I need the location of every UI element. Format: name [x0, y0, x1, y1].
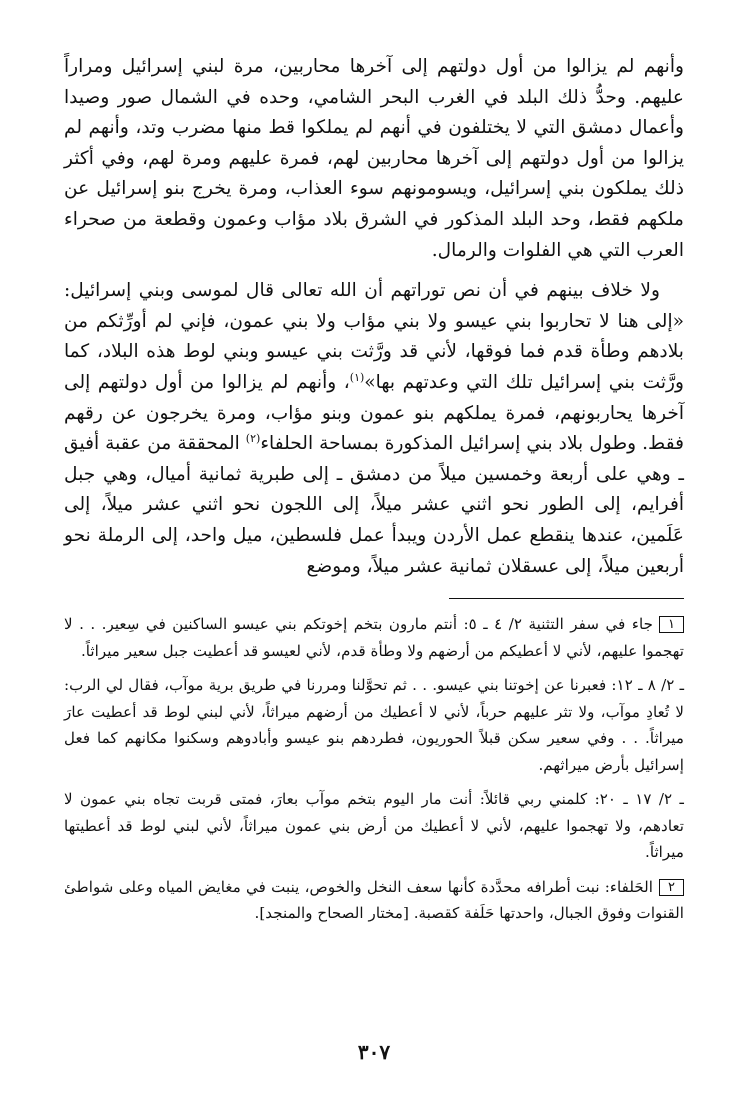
- footnote-1-text-1: جاء في سفر التثنية ٢/ ٤ ـ ٥: أنتم مارون بتخم إخوتكم بني عيسو الساكنين في سِعير. . . لا تهجموا عليهم، لأني لا أعطيكم من أرضهم ولا وطأة قدم، لأني لعيسو قد أعطيت جبل سعير ميراثاً.: [64, 615, 684, 660]
- footnote-ref-2[interactable]: (٢): [245, 431, 261, 445]
- footnote-2-para-1: [64, 874, 684, 927]
- paragraph-2-part-3: المحققة من عقبة أفيق ـ وهي على أربعة وخمسين ميلاً من دمشق ـ إلى طبرية ثمانية أميال، وهي جبل أفرايم، إلى الطور نحو اثني عشر ميلاً، إلى اللجون نحو اثني عشر ميلاً، إلى عَلَمين، عندها ينقطع عمل الأردن ويبدأ عمل فلسطين، ميل واحد، إلى الرملة نحو أربعين ميلاً، إلى عسقلان ثمانية عشر ميلاً، وموضع: [64, 433, 684, 577]
- paragraph-2: [64, 276, 684, 582]
- main-text: [64, 52, 684, 582]
- footnote-1-para-2: ـ ٢/ ٨ ـ ١٢: فعبرنا عن إخوتنا بني عيسو. . . ثم تحوَّلنا ومررنا في طريق برية موآب، فقال لي الرب: لا تُعادِ موآب، ولا تثر عليهم حرباً، لأني لا أعطيك من أرضهم ميراثاً، لأني لبني لوط قد أعطيت عارَ ميراثاً. . . وفي سعير سكن قبلاً الحوريون، فطردهم بنو عيسو وأبادوهم وسكنوا مكانهم كما فعل إسرائيل بأرض ميراثهم.: [64, 676, 685, 774]
- footnote-1-para-1: [64, 611, 684, 664]
- paragraph-1: وأنهم لم يزالوا من أول دولتهم إلى آخرها محاربين، مرة لبني إسرائيل ومراراً عليهم. وحدُّ ذلك البلد في الغرب البحر الشامي، وحده في الشمال صور وصيدا وأعمال دمشق التي لا يختلفون في أنهم لم يملكوا قط منها مضرب وتد، وأنهم لم يزالوا من أول دولتهم إلى آخرها محاربين لهم، فمرة عليهم ومرة لهم، وفي أكثر ذلك يملكون بني إسرائيل، ويسومونهم سوء العذاب، ومرة يخرج بنو إسرائيل عن ملكهم فقط، وحد البلد المذكور في الشرق بلاد مؤاب وعمون وقطعة من صحراء العرب التي هي الفلوات والرمال.: [64, 56, 684, 261]
- footnote-1-number: ١: [659, 616, 684, 633]
- footnote-2-text-1: الحَلفاء: نبت أطرافه محدَّدة كأنها سعف النخل والخوص، ينبت في مغايض المياه وعلى شواطئ القنوات وفوق الجبال، واحدتها حَلَفة كقصبة. [مختار الصحاح والمنجد].: [64, 877, 684, 923]
- paragraph-2-part-2: ، وأنهم لم يزالوا من أول دولتهم إلى آخرها يحاربونهم، فمرة يملكهم بنو عمون وبنو مؤاب، ومرة يخرجون عن رقهم فقط. وطول بلاد بني إسرائيل المذكورة بمساحة الحلفاء: [64, 371, 684, 455]
- paragraph-2-part-1: ولا خلاف بينهم في أن نص توراتهم أن الله تعالى قال لموسى وبني إسرائيل: «إلى هنا لا تحاربوا بني عيسو ولا بني مؤاب ولا بني عمون، فإني لم أورِّثكم من بلادهم وطأة قدم فما فوقها، لأني قد ورَّثت بني عيسو وبني لوط هذه البلاد، كما ورَّثت بني إسرائيل تلك التي وعدتهم بها»: [64, 280, 684, 393]
- footnote-ref-1[interactable]: (١): [349, 370, 365, 384]
- footnote-1-para-3: ـ ٢/ ١٧ ـ ٢٠: كلمني ربي قائلاً: أنت مار اليوم بتخم موآب بعارَ، فمتى قربت تجاه بني عمون لا تعادهم، ولا تهجموا عليهم، لأني لا أعطيك من أرض بني عمون ميراثاً، لأني لبني لوط قد أعطيتها ميراثاً.: [64, 790, 684, 862]
- footnotes: [64, 611, 684, 927]
- page-number: ٣٠٧: [357, 1040, 391, 1064]
- footnote-2-number: ٢: [659, 879, 684, 896]
- footnote-separator: [449, 598, 684, 599]
